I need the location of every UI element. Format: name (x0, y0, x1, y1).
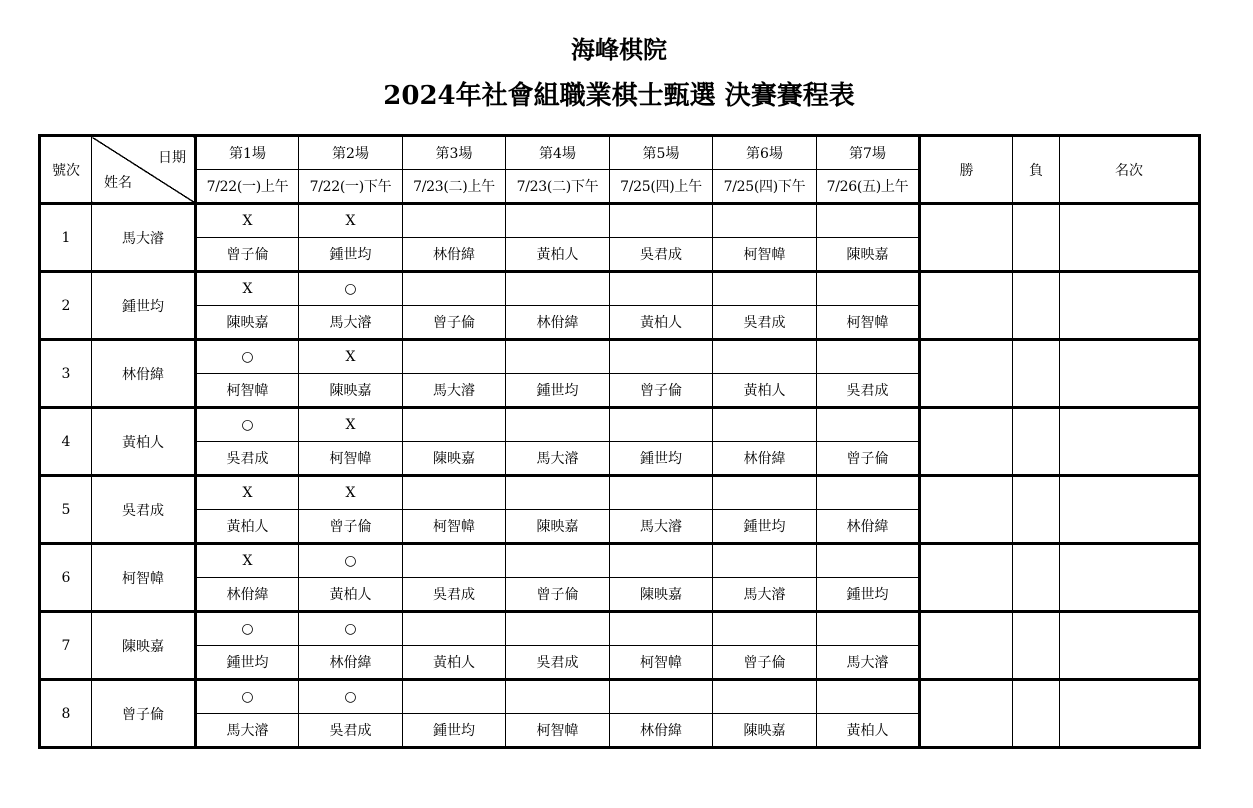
player-result-row (40, 544, 1200, 578)
result-cell (610, 204, 713, 238)
rank-cell (1060, 612, 1200, 680)
loss-cell (1013, 272, 1060, 340)
page-title: 2024年社會組職業棋士甄選 決賽賽程表 (383, 81, 855, 111)
opponent-cell: 陳映嘉 (713, 714, 817, 748)
opponent-cell: 陳映嘉 (506, 510, 610, 544)
result-cell: X (196, 204, 299, 238)
win-cell (920, 204, 1013, 272)
result-cell (713, 544, 817, 578)
win-cell (920, 476, 1013, 544)
player-result-row (40, 680, 1200, 714)
opponent-cell: 黃柏人 (196, 510, 299, 544)
opponent-cell: 林佾緯 (403, 238, 506, 272)
opponent-cell: 林佾緯 (506, 306, 610, 340)
opponent-cell: 曾子倫 (713, 646, 817, 680)
result-cell (403, 680, 506, 714)
win-cell (920, 272, 1013, 340)
schedule-table (38, 134, 1201, 749)
result-cell (403, 272, 506, 306)
opponent-cell: 曾子倫 (610, 374, 713, 408)
loss-cell (1013, 476, 1060, 544)
opponent-cell: 黃柏人 (299, 578, 403, 612)
player-name: 林佾緯 (92, 340, 196, 408)
opponent-cell: 鍾世均 (196, 646, 299, 680)
result-cell (817, 612, 920, 646)
player-number: 8 (40, 680, 92, 748)
opponent-cell: 林佾緯 (817, 510, 920, 544)
result-cell: X (299, 408, 403, 442)
player-name: 黃柏人 (92, 408, 196, 476)
loss-cell (1013, 680, 1060, 748)
result-cell (610, 680, 713, 714)
opponent-cell: 黃柏人 (817, 714, 920, 748)
round-1-date: 7/22(一)上午 (196, 170, 299, 204)
round-3-date: 7/23(二)上午 (403, 170, 506, 204)
opponent-cell: 黃柏人 (403, 646, 506, 680)
result-cell (403, 612, 506, 646)
player-number: 4 (40, 408, 92, 476)
opponent-cell: 陳映嘉 (196, 306, 299, 340)
opponent-cell: 林佾緯 (299, 646, 403, 680)
result-cell: X (299, 476, 403, 510)
player-number: 1 (40, 204, 92, 272)
result-cell: ○ (196, 340, 299, 374)
result-cell (713, 680, 817, 714)
result-cell (713, 272, 817, 306)
opponent-cell: 鍾世均 (713, 510, 817, 544)
result-cell (506, 408, 610, 442)
opponent-cell: 陳映嘉 (403, 442, 506, 476)
result-cell: ○ (299, 612, 403, 646)
result-cell (403, 204, 506, 238)
result-cell: X (299, 340, 403, 374)
opponent-cell: 陳映嘉 (817, 238, 920, 272)
opponent-cell: 柯智幃 (403, 510, 506, 544)
result-cell: ○ (299, 544, 403, 578)
player-result-row (40, 408, 1200, 442)
date-name-header (92, 136, 196, 204)
result-cell (713, 204, 817, 238)
opponent-cell: 吳君成 (299, 714, 403, 748)
result-cell (817, 204, 920, 238)
loss-cell (1013, 408, 1060, 476)
win-cell (920, 612, 1013, 680)
org-title: 海峰棋院 (571, 35, 667, 64)
loss-cell (1013, 340, 1060, 408)
opponent-cell: 馬大濬 (817, 646, 920, 680)
result-cell (713, 476, 817, 510)
result-cell: ○ (299, 272, 403, 306)
round-3-label: 第3場 (403, 136, 506, 170)
opponent-cell: 馬大濬 (196, 714, 299, 748)
round-5-date: 7/25(四)上午 (610, 170, 713, 204)
result-cell (817, 680, 920, 714)
player-number: 7 (40, 612, 92, 680)
opponent-cell: 柯智幃 (196, 374, 299, 408)
result-cell (506, 544, 610, 578)
result-cell (506, 476, 610, 510)
player-name: 陳映嘉 (92, 612, 196, 680)
player-result-row (40, 340, 1200, 374)
player-name: 吳君成 (92, 476, 196, 544)
result-cell (713, 340, 817, 374)
player-number: 5 (40, 476, 92, 544)
result-cell: X (299, 204, 403, 238)
player-result-row (40, 272, 1200, 306)
round-1-label: 第1場 (196, 136, 299, 170)
loss-header: 負 (1013, 136, 1060, 204)
opponent-cell: 吳君成 (506, 646, 610, 680)
round-2-label: 第2場 (299, 136, 403, 170)
result-cell (403, 408, 506, 442)
opponent-cell: 吳君成 (403, 578, 506, 612)
round-4-label: 第4場 (506, 136, 610, 170)
opponent-cell: 吳君成 (817, 374, 920, 408)
opponent-cell: 林佾緯 (610, 714, 713, 748)
rank-cell (1060, 680, 1200, 748)
opponent-cell: 鍾世均 (817, 578, 920, 612)
win-header: 勝 (920, 136, 1013, 204)
player-name: 曾子倫 (92, 680, 196, 748)
opponent-cell: 陳映嘉 (299, 374, 403, 408)
opponent-cell: 鍾世均 (610, 442, 713, 476)
opponent-cell: 鍾世均 (506, 374, 610, 408)
round-4-date: 7/23(二)下午 (506, 170, 610, 204)
result-cell: X (196, 544, 299, 578)
player-result-row (40, 476, 1200, 510)
date-header-label: 日期 (158, 150, 186, 166)
opponent-cell: 柯智幃 (506, 714, 610, 748)
opponent-cell: 曾子倫 (817, 442, 920, 476)
opponent-cell: 吳君成 (610, 238, 713, 272)
opponent-cell: 馬大濬 (299, 306, 403, 340)
rank-cell (1060, 408, 1200, 476)
round-5-label: 第5場 (610, 136, 713, 170)
result-cell (817, 272, 920, 306)
win-cell (920, 680, 1013, 748)
opponent-cell: 柯智幃 (299, 442, 403, 476)
result-cell (713, 612, 817, 646)
opponent-cell: 黃柏人 (506, 238, 610, 272)
opponent-cell: 黃柏人 (713, 374, 817, 408)
result-cell (610, 340, 713, 374)
opponent-cell: 吳君成 (196, 442, 299, 476)
player-result-row (40, 204, 1200, 238)
result-cell (610, 544, 713, 578)
result-cell: ○ (196, 612, 299, 646)
player-name: 柯智幃 (92, 544, 196, 612)
opponent-cell: 曾子倫 (196, 238, 299, 272)
loss-cell (1013, 612, 1060, 680)
result-cell (610, 408, 713, 442)
opponent-cell: 柯智幃 (713, 238, 817, 272)
player-number: 2 (40, 272, 92, 340)
opponent-cell: 吳君成 (713, 306, 817, 340)
win-cell (920, 544, 1013, 612)
opponent-cell: 馬大濬 (610, 510, 713, 544)
result-cell: ○ (196, 680, 299, 714)
opponent-cell: 柯智幃 (817, 306, 920, 340)
result-cell (610, 612, 713, 646)
result-cell (506, 272, 610, 306)
loss-cell (1013, 204, 1060, 272)
result-cell (506, 680, 610, 714)
result-cell: ○ (299, 680, 403, 714)
number-header: 號次 (40, 136, 92, 204)
opponent-cell: 鍾世均 (299, 238, 403, 272)
rank-cell (1060, 204, 1200, 272)
result-cell (506, 340, 610, 374)
result-cell (403, 340, 506, 374)
result-cell (506, 204, 610, 238)
loss-cell (1013, 544, 1060, 612)
opponent-cell: 曾子倫 (299, 510, 403, 544)
opponent-cell: 陳映嘉 (610, 578, 713, 612)
result-cell (817, 476, 920, 510)
rank-header: 名次 (1060, 136, 1200, 204)
opponent-cell: 柯智幃 (610, 646, 713, 680)
player-name: 馬大濬 (92, 204, 196, 272)
opponent-cell: 馬大濬 (403, 374, 506, 408)
player-number: 6 (40, 544, 92, 612)
result-cell (817, 544, 920, 578)
rank-cell (1060, 272, 1200, 340)
name-header-label: 姓名 (104, 175, 132, 191)
result-cell (506, 612, 610, 646)
result-cell (403, 476, 506, 510)
result-cell (817, 408, 920, 442)
opponent-cell: 鍾世均 (403, 714, 506, 748)
result-cell (713, 408, 817, 442)
result-cell: ○ (196, 408, 299, 442)
round-6-label: 第6場 (713, 136, 817, 170)
opponent-cell: 林佾緯 (713, 442, 817, 476)
opponent-cell: 馬大濬 (506, 442, 610, 476)
round-2-date: 7/22(一)下午 (299, 170, 403, 204)
player-result-row (40, 612, 1200, 646)
opponent-cell: 曾子倫 (506, 578, 610, 612)
result-cell (817, 340, 920, 374)
opponent-cell: 馬大濬 (713, 578, 817, 612)
rank-cell (1060, 544, 1200, 612)
result-cell: X (196, 272, 299, 306)
opponent-cell: 黃柏人 (610, 306, 713, 340)
rank-cell (1060, 476, 1200, 544)
opponent-cell: 林佾緯 (196, 578, 299, 612)
player-name: 鍾世均 (92, 272, 196, 340)
win-cell (920, 340, 1013, 408)
result-cell (610, 272, 713, 306)
result-cell (610, 476, 713, 510)
rank-cell (1060, 340, 1200, 408)
round-7-label: 第7場 (817, 136, 920, 170)
round-7-date: 7/26(五)上午 (817, 170, 920, 204)
player-number: 3 (40, 340, 92, 408)
opponent-cell: 曾子倫 (403, 306, 506, 340)
round-6-date: 7/25(四)下午 (713, 170, 817, 204)
result-cell (403, 544, 506, 578)
win-cell (920, 408, 1013, 476)
result-cell: X (196, 476, 299, 510)
